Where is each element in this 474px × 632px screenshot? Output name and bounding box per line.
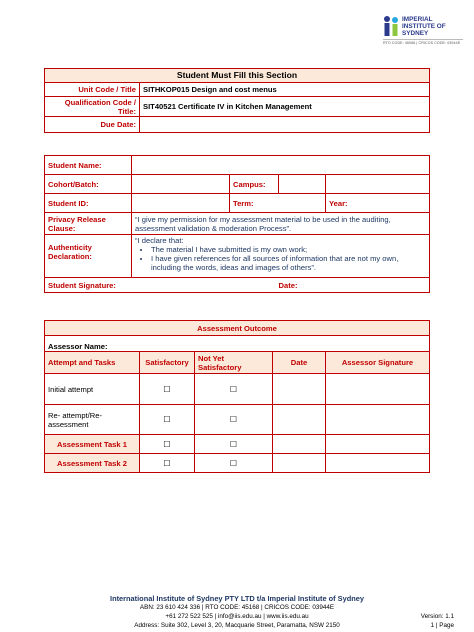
campus-field[interactable]: [279, 175, 326, 194]
footer-abn: ABN: 23 610 424 336 | RTO CODE: 45168 | CRICOS CODE: 03944E: [139, 604, 335, 611]
not-yet-satisfactory-checkbox[interactable]: ☐: [195, 435, 273, 454]
assessment-outcome-title: Assessment Outcome: [45, 321, 430, 336]
initial-attempt-label: Initial attempt: [45, 374, 140, 405]
header-not-yet-satisfactory: Not Yet Satisfactory: [195, 352, 273, 374]
student-id-label: Student ID:: [45, 194, 132, 213]
assessor-signature-field[interactable]: [326, 374, 430, 405]
unit-value: SITHKOP015 Design and cost menus: [140, 83, 430, 97]
section-title: Student Must Fill this Section: [45, 69, 430, 83]
header-attempt: Attempt and Tasks: [45, 352, 140, 374]
reattempt-label: Re- attempt/Re-assessment: [45, 405, 140, 435]
declaration-item: • I have given references for all sources of information that are not my own, including the words, ideas and images of others”.: [151, 254, 426, 272]
not-yet-satisfactory-checkbox[interactable]: ☐: [195, 374, 273, 405]
assessor-signature-field[interactable]: [326, 405, 430, 435]
term-label: Term:: [230, 194, 326, 213]
satisfactory-checkbox[interactable]: ☐: [140, 405, 195, 435]
cohort-field[interactable]: [132, 175, 230, 194]
unit-label: Unit Code / Title: [45, 83, 140, 97]
footer-company-name: International Institute of Sydney PTY LTD t/a Imperial Institute of Sydney: [110, 594, 364, 603]
assessor-name-row[interactable]: [45, 336, 430, 352]
footer-contact: +61 272 522 525 | info@iis.edu.au | www.iis.edu.au: [165, 613, 309, 620]
version-label: Version: 1.1: [420, 613, 454, 620]
logo-wordmark: IMPERIAL INSTITUTE OF SYDNEY: [402, 16, 446, 37]
declaration-item: • The material I have submitted is my own work;: [151, 245, 426, 254]
student-section-table: [44, 68, 430, 133]
assessor-name-label: Assessor Name:: [48, 342, 108, 351]
student-name-field[interactable]: [132, 156, 430, 175]
not-yet-satisfactory-checkbox[interactable]: ☐: [195, 405, 273, 435]
assessor-signature-field[interactable]: [326, 435, 430, 454]
assessor-signature-field[interactable]: [326, 454, 430, 473]
header-date: Date: [273, 352, 326, 374]
empty-cell: [326, 175, 430, 194]
satisfactory-checkbox[interactable]: ☐: [140, 454, 195, 473]
privacy-clause-text: “I give my permission for my assessment material to be used in the auditing, assessment validation & moderation Process”.: [132, 213, 430, 235]
due-date-field[interactable]: [140, 117, 430, 133]
authenticity-declaration: “I declare that: • The material I have submitted is my own work; • I have given references for all sources of information that are not my own, including the words, ideas and images of others”.: [132, 235, 430, 278]
date-field[interactable]: [273, 405, 326, 435]
page-number: 1 | Page: [430, 622, 454, 629]
qualification-value: SIT40521 Certificate IV in Kitchen Management: [140, 97, 430, 117]
assessment-task-2: Assessment Task 2: [45, 454, 140, 473]
assessment-task-1: Assessment Task 1: [45, 435, 140, 454]
assessment-outcome-table: [44, 320, 430, 473]
qualification-label: Qualification Code / Title:: [45, 97, 140, 117]
privacy-label: Privacy Release Clause:: [45, 213, 132, 235]
date-field[interactable]: [273, 454, 326, 473]
satisfactory-checkbox[interactable]: ☐: [140, 374, 195, 405]
student-id-field[interactable]: [132, 194, 230, 213]
signature-label: Student Signature:: [45, 278, 230, 293]
date-field[interactable]: [273, 435, 326, 454]
authenticity-label: Authenticity Declaration:: [45, 235, 132, 278]
date-label: Date:: [230, 278, 430, 293]
student-name-label: Student Name:: [45, 156, 132, 175]
not-yet-satisfactory-checkbox[interactable]: ☐: [195, 454, 273, 473]
header-assessor-signature: Assessor Signature: [326, 352, 430, 374]
date-field[interactable]: [273, 374, 326, 405]
header-satisfactory: Satisfactory: [140, 352, 195, 374]
institute-logo: [383, 15, 463, 51]
logo-divider: [383, 39, 463, 40]
year-label: Year:: [326, 194, 430, 213]
campus-label: Campus:: [230, 175, 279, 194]
due-date-label: Due Date:: [45, 117, 140, 133]
logo-mark-icon: [383, 15, 401, 37]
logo-codes: RTO CODE: 45066 | CRICOS CODE: 03944E: [383, 41, 461, 45]
student-info-table: [44, 155, 430, 293]
cohort-label: Cohort/Batch:: [45, 175, 132, 194]
footer-address: Address: Suite 302, Level 3, 20, Macquarie Street, Paramatta, NSW 2150: [134, 622, 340, 629]
satisfactory-checkbox[interactable]: ☐: [140, 435, 195, 454]
